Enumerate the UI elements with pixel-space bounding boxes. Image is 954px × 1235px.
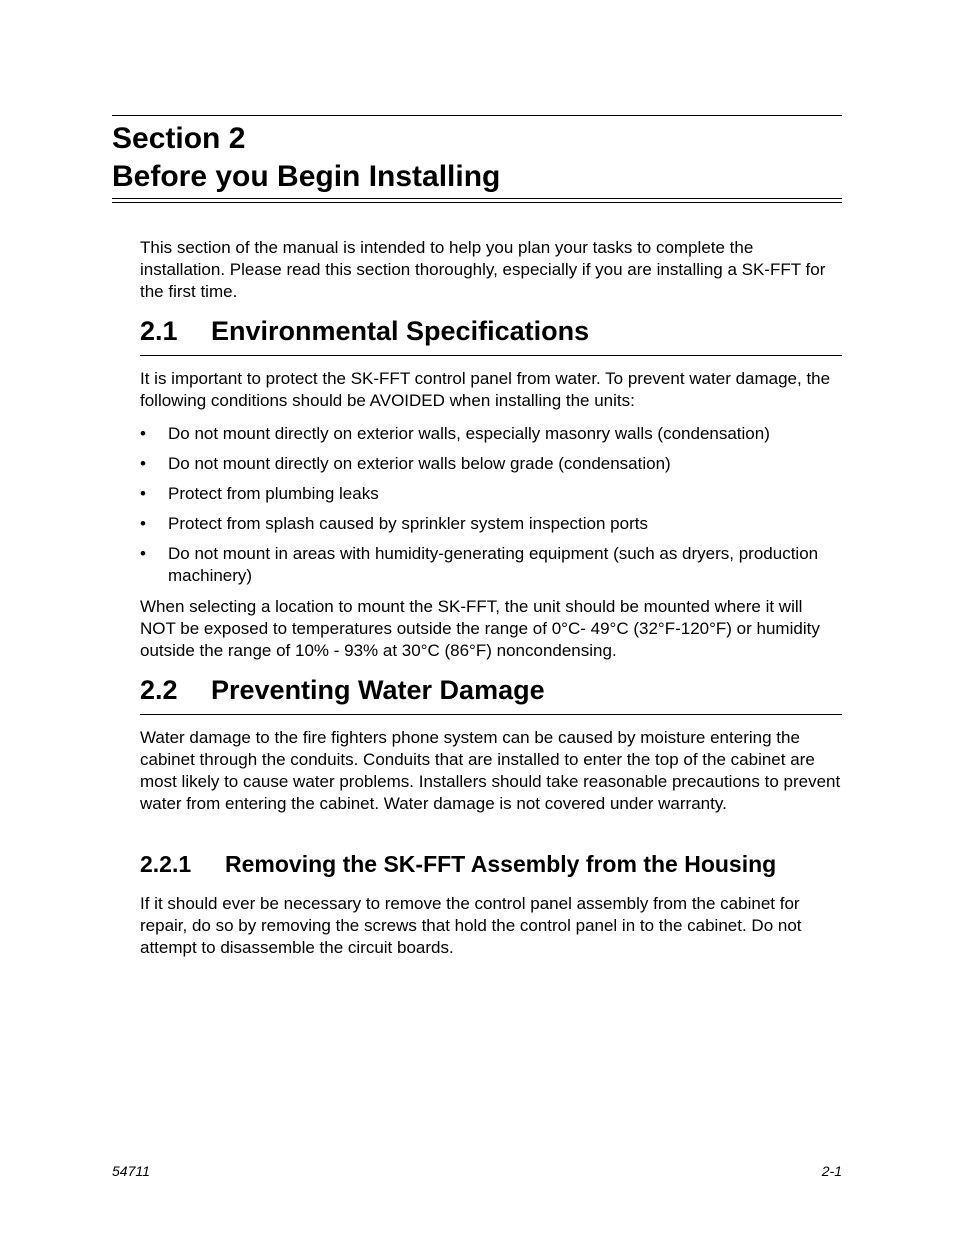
section-number-line: Section 2 — [112, 122, 246, 155]
title-double-rule — [112, 198, 842, 203]
env-closing-paragraph: When selecting a location to mount the SK-FFT, the unit should be mounted where it will NOT be exposed to temperatures outside the range of 0°C- 49°C (32°F-120°F) or humidity outside the range of 10% - 93% at 30°C (86°F) noncondensing. — [140, 597, 820, 660]
footer-doc-number: 54711 — [112, 1163, 150, 1179]
list-item: • Do not mount directly on exterior walls below grade (condensation) — [140, 454, 671, 473]
heading-text: Environmental Specifications — [211, 316, 590, 346]
top-rule — [112, 115, 842, 116]
heading-removing-assembly — [140, 850, 842, 878]
heading-preventing-water-damage — [140, 674, 842, 706]
heading-number: 2.2.1 — [140, 851, 192, 877]
list-item: • Protect from plumbing leaks — [140, 484, 379, 503]
intro-paragraph: This section of the manual is intended to help you plan your tasks to complete the installation. Please read this section thoroughly, especially if you are installing a SK-FFT for the first time. — [140, 238, 826, 301]
heading-text: Preventing Water Damage — [211, 675, 545, 705]
section-name-line: Before you Begin Installing — [112, 160, 501, 193]
heading-number: 2.2 — [140, 675, 178, 705]
list-item: • Do not mount directly on exterior walls, especially masonry walls (condensation) — [140, 424, 770, 443]
heading-number: 2.1 — [140, 316, 178, 346]
env-bullet-list — [140, 423, 842, 595]
list-item: • Protect from splash caused by sprinkler system inspection ports — [140, 514, 648, 533]
heading-rule — [140, 355, 842, 356]
footer-page-number: 2-1 — [821, 1163, 842, 1179]
list-item: • Do not mount in areas with humidity-generating equipment (such as dryers, production machinery) — [140, 544, 819, 585]
bullet-icon: • — [140, 544, 146, 563]
heading-environmental-specifications — [140, 315, 842, 347]
bullet-icon: • — [140, 454, 146, 473]
bullet-icon: • — [140, 514, 146, 533]
bullet-icon: • — [140, 424, 146, 443]
section-title — [112, 120, 842, 196]
removing-paragraph: If it should ever be necessary to remove the control panel assembly from the cabinet for repair, do so by removing the screws that hold the control panel in to the cabinet. Do not attempt to disassemble the circuit boards. — [140, 894, 802, 957]
heading-rule — [140, 714, 842, 715]
env-lead-paragraph: It is important to protect the SK-FFT control panel from water. To prevent water damage, the following conditions should be AVOIDED when installing the units: — [140, 369, 831, 410]
heading-text: Removing the SK-FFT Assembly from the Housing — [225, 851, 777, 877]
water-damage-paragraph: Water damage to the fire fighters phone system can be caused by moisture entering the cabinet through the conduits. Conduits that are installed to enter the top of the cabinet are most likely to cause water problems. Installers should take reasonable precautions to prevent water from entering the cabinet. Water damage is not covered under warranty. — [140, 728, 841, 813]
bullet-icon: • — [140, 484, 146, 503]
